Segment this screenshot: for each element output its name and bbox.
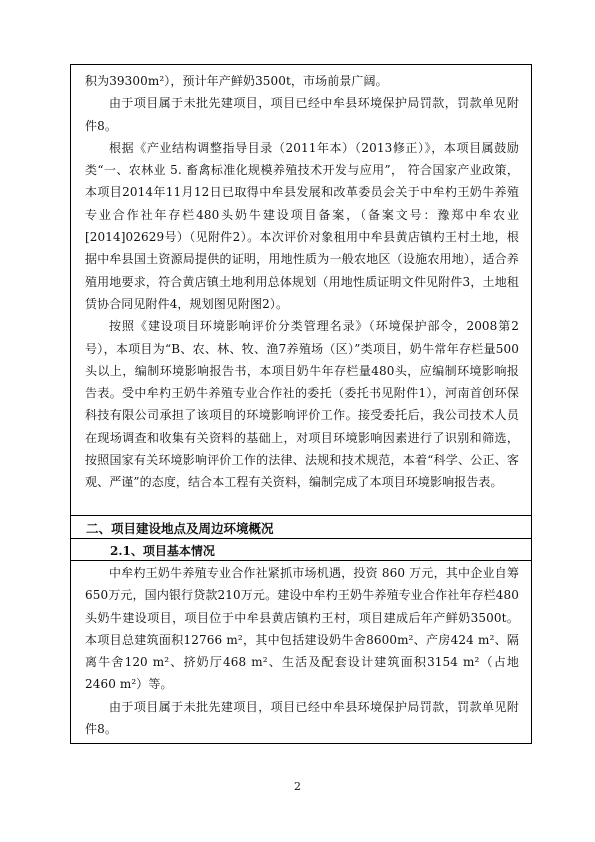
paragraph-eia-classification: 按照《建设项目环境影响评价分类管理名录》（环境保护部令，2008第2号），本项目为“B、农、林、牧、渔7养殖场（区）”类项目，奶牛常年存栏量500头以上，编制环境影响报告书，本项目奶牛年存栏量480头，应编制环境影响报告表。受中牟杓王奶牛养殖专业合作社的委托（委托书见附件1），河南首创环保科技有限公司承担了该项目的环境影响评价工作。接受委托后，我公司技术人员在现场调查和收集有关资料的基础上，对项目环境影响因素进行了识别和筛选，按照国家有关环境影响评价工作的法律、法规和技术规范，本着“科学、公正、客观、严谨”的态度，结合本工程有关资料，编制完成了本项目环境影响报告表。 — [85, 319, 519, 490]
section-heading-row — [70, 515, 532, 539]
paragraph-continuation: 积为39300m²），预计年产鲜奶3500t，市场前景广阔。 — [85, 74, 388, 88]
bottom-text-block — [85, 562, 519, 740]
subsection-title: 2.1、项目基本情况 — [110, 544, 215, 558]
subsection-heading-row — [70, 539, 532, 561]
top-text-block — [85, 70, 519, 494]
paragraph-industry-policy: 根据《产业结构调整指导目录（2011年本）（2013修正）》，本项目属鼓励类“一、农林业 5. 畜禽标准化规模养殖技术开发与应用”， 符合国家产业政策，本项目2014年11月12日已取得中牟县发展和改革委员会关于中牟杓王奶牛养殖专业合作社年存栏480头奶牛建设项目备案，（备案文号：豫郑中牟农业[2014]02629号）（见附件2）。本次评价对象租用中牟县黄店镇杓王村土地，根据中牟县国土资源局提供的证明，用地性质为一般农地区（设施农用地），适合养殖用地要求，符合黄店镇土地利用总体规划（用地性质证明文件见附件3，土地租赁协合同见附件4，规划图见附图2）。 — [85, 140, 519, 311]
paragraph-penalty-note: 由于项目属于未批先建项目，项目已经中牟县环境保护局罚款，罚款单见附件8。 — [85, 96, 519, 133]
paragraph-project-overview: 中牟杓王奶牛养殖专业合作社紧抓市场机遇，投资 860 万元，其中企业自筹650万元，国内银行贷款210万元。建设中牟杓王奶牛养殖专业合作社年存栏480头奶牛建设项目，项目位于中牟县黄店镇杓王村，项目建成后年产鲜奶3500t。本项目总建筑面积12766 m²，其中包括建设奶牛舍8600m²、产房424 m²、隔离牛舍120 m²、挤奶厅468 m²、生活及配套设计建筑面积3154 m²（占地2460 m²）等。 — [85, 566, 519, 692]
page-number: 2 — [294, 780, 301, 793]
section-title: 二、项目建设地点及周边环境概况 — [86, 521, 274, 536]
paragraph-penalty-note-repeat: 由于项目属于未批先建项目，项目已经中牟县环境保护局罚款，罚款单见附件8。 — [85, 699, 519, 737]
